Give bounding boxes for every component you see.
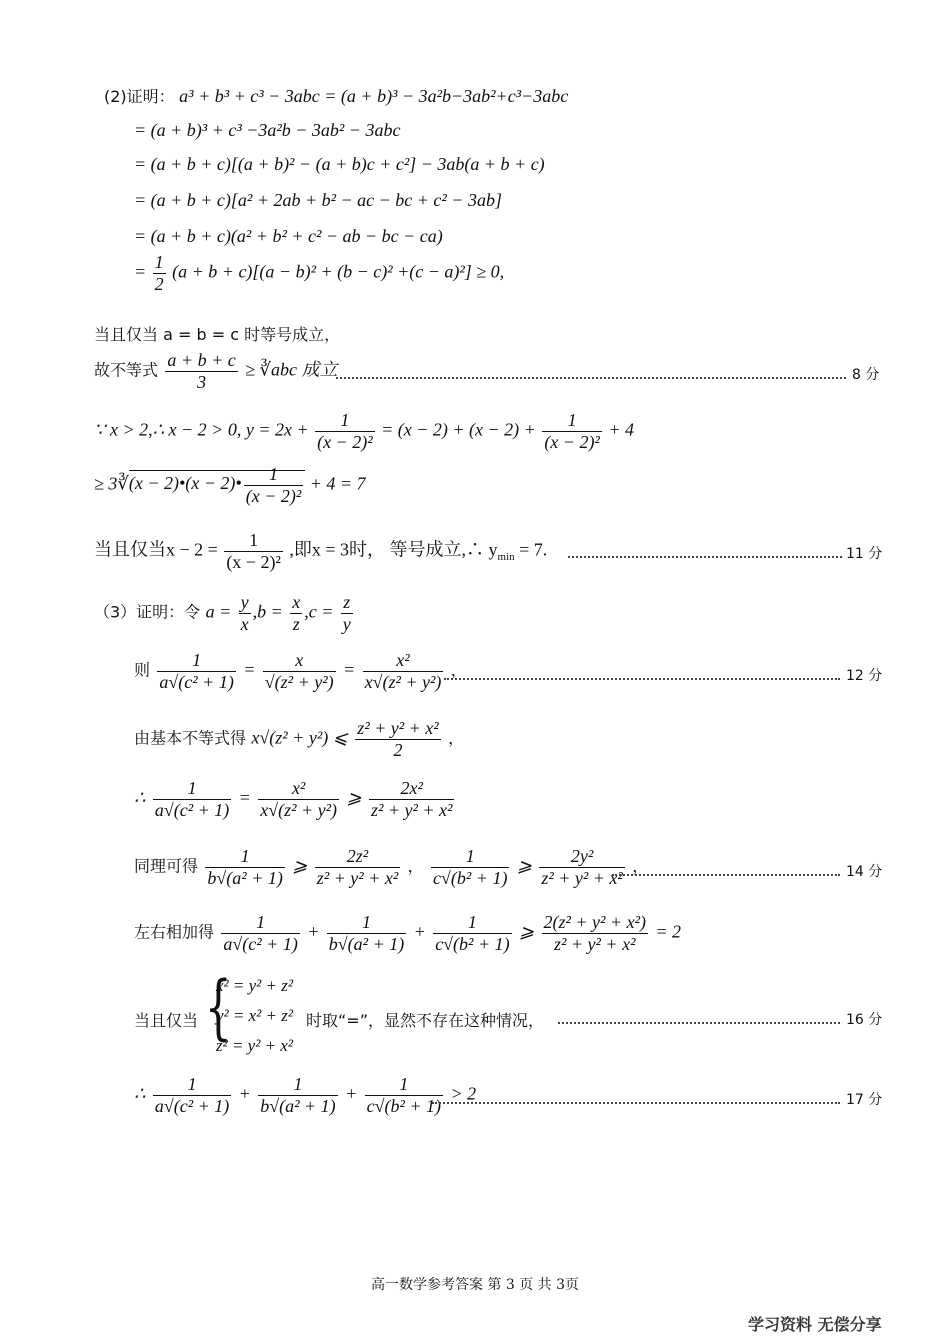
frac-num: a + b + c [167,350,236,370]
frac-num: z [341,592,353,614]
eq-sign: = [238,787,251,808]
dotted-leader [612,874,840,876]
frac-den: b√(a² + 1) [260,1095,336,1116]
x-plus4: + 4 [608,419,634,440]
x-frac-2 [542,410,602,452]
frac-den: x [240,613,249,634]
part2-eq3: = (a + b + c)[(a + b)² − (a + b)c + c²] − 3ab(a + b + c) [134,154,545,174]
final-frac3 [365,1074,443,1116]
part3-sub-line [94,592,950,634]
plus-sign: + [238,1083,251,1104]
amgm-inner: (x − 2)•(x − 2)• [128,473,242,494]
add-frac2 [327,912,406,954]
dotted-leader [568,556,842,558]
similar-frac1 [205,846,284,888]
frac-num: 1 [433,912,511,934]
part2-x-line [94,410,950,452]
frac-num: 1 [327,912,406,934]
similar-frac3 [431,846,509,888]
frac-den: a√(c² + 1) [154,799,230,820]
geq-sign: ⩾ [292,855,308,876]
comma: ， [450,660,467,680]
frac-den: z² + y² + x² [370,799,453,820]
therefore-sign: ∴ [134,787,146,808]
sub-c-frac [341,592,353,634]
therefore-frac3 [369,778,454,820]
x-frac-1 [315,410,375,452]
amgm-tail: + 4 = 7 [309,473,366,494]
part3-similar [134,846,950,888]
frac-num: 1 [315,410,375,432]
part2-amgm [94,464,950,506]
basic-prefix: 由基本不等式得 [134,728,247,748]
part2-ineq-rest: ≥ ∛abc 成立 [245,359,338,380]
system-eq-1: x² = y² + z² [216,976,293,995]
frac-den: c√(b² + 1) [435,933,510,954]
part2-eq6-half [153,252,166,294]
frac-num: 1 [153,1074,231,1096]
frac-num: 1 [157,650,235,672]
score-11: 11 分 [846,546,883,562]
basic-lhs: x√(z² + y²) ⩽ [251,727,348,748]
then-label: 则 [134,660,151,680]
eqcase-end: = 7. [519,539,548,560]
comma: ， [448,728,465,748]
frac-num: 2z² [315,846,400,868]
frac-den: x√(z² + y²) [364,671,442,692]
system-brace: { [204,966,232,1048]
frac-num: x² [258,778,339,800]
geq-sign: ⩾ [516,855,532,876]
page-footer: 高一数学参考答案 第 3 页 共 3页 [370,1277,580,1293]
frac-den: 2 [154,273,164,294]
part3-add [134,912,950,954]
frac-den: a√(c² + 1) [154,1095,230,1116]
therefore-frac2 [258,778,339,820]
frac-num: x² [363,650,444,672]
frac-num: x [292,592,301,612]
eqcase-suffix: 时取“=”，显然不存在这种情况， [306,1011,544,1030]
amgm-prefix: ≥ 3∛ [94,473,129,494]
comma: ， [407,856,424,876]
part2-eqcase [94,530,950,572]
eqcase-prefix: 当且仅当 [134,1011,199,1030]
frac-den: z² + y² + x² [541,867,623,888]
part3-therefore [134,778,950,820]
sub-a-frac [239,592,251,634]
part2-eq5: = (a + b + c)(a² + b² + c² − ab − bc − ca) [134,226,443,246]
part3-final [134,1074,950,1116]
frac-num: 1 [542,410,602,432]
frac-den: z² + y² + x² [316,867,399,888]
part2-ineq-frac [165,350,237,392]
part2-eq6-lead: = [134,261,147,282]
similar-prefix: 同理可得 [134,856,199,876]
geq-sign: ⩾ [346,787,362,808]
add-prefix: 左右相加得 [134,922,215,942]
eq-sign: = [243,659,256,680]
frac-num: x [263,650,336,672]
frac-den: a√(c² + 1) [159,671,234,692]
frac-num: 1 [431,846,509,868]
part2-eq2: = (a + b)³ + c³ −3a²b − 3ab² − 3abc [134,120,401,140]
add-frac3 [433,912,511,954]
system-eq-3: z² = y² + x² [216,1036,293,1055]
frac-den: z [292,613,300,634]
frac-den: x√(z² + y²) [260,799,338,820]
final-frac2 [258,1074,337,1116]
frac-den: a√(c² + 1) [223,933,298,954]
sub-b-frac [290,592,302,634]
sub-c: ,c = [304,601,334,622]
part2-ineq-prefix: 故不等式 [94,360,159,380]
part2-label: (2)证明： [104,87,175,106]
frac-num: z² + y² + x² [357,718,439,738]
frac-den: (x − 2)² [317,431,373,452]
frac-num: 2y² [539,846,624,868]
frac-den: b√(a² + 1) [328,933,405,954]
comma: ， [632,856,649,876]
dotted-leader [432,1102,840,1104]
watermark: 学习资料 无偿分享 [748,1315,882,1334]
geq-sign: ⩾ [519,921,535,942]
frac-num: 2x² [369,778,454,800]
part3-then [134,650,950,692]
therefore-frac1 [153,778,231,820]
amgm-radicand [128,464,305,506]
final-frac1 [153,1074,231,1116]
part2-equality: 当且仅当 a = b = c 时等号成立， [94,325,341,344]
frac-den: 2 [393,739,403,760]
basic-frac [355,718,440,760]
dotted-leader [558,1022,840,1024]
part2-ineq [94,350,950,392]
eq-sign: = [343,659,356,680]
x-cond: ∵ x > 2,∴ x − 2 > 0, y = 2x + [94,419,309,440]
frac-den: b√(a² + 1) [207,867,283,888]
x-mid: = (x − 2) + (x − 2) + [381,419,536,440]
part2-eq6-rest: (a + b + c)[(a − b)² + (b − c)² +(c − a)²] ≥ 0, [172,261,505,282]
frac-den: c√(b² + 1) [366,1095,442,1116]
then-frac1 [157,650,235,692]
frac-den: √(z² + y²) [264,671,334,692]
sub-b: ,b = [252,601,283,622]
frac-num: 1 [244,464,304,486]
score-17: 17 分 [846,1092,883,1108]
add-eq2: = 2 [655,921,682,942]
plus-sign: + [413,921,426,942]
eqcase-prefix: 当且仅当x − 2 = [94,539,218,560]
frac-num: 1 [365,1074,443,1096]
eqcase-sub: min [497,550,515,563]
amgm-frac [244,464,304,506]
part2-eq6 [134,252,950,294]
score-8: 8 分 [852,367,880,383]
frac-den: (x − 2)² [245,485,302,506]
then-frac3 [363,650,444,692]
add-frac4 [542,912,648,954]
final-end: > 2 [450,1083,477,1104]
dotted-leader [336,377,846,379]
sub-a: a = [205,601,232,622]
part2-eq1 [104,84,950,107]
frac-num: 1 [205,846,284,868]
frac-num: 2(z² + y² + x²) [543,912,646,932]
similar-frac2 [315,846,400,888]
part3-basic [134,718,950,760]
frac-num: 1 [258,1074,337,1096]
part2-eq1-text: a³ + b³ + c³ − 3abc = (a + b)³ − 3a²b−3ab²+c³−3abc [179,86,569,106]
frac-den: (x − 2)² [226,551,281,572]
part2-eq4: = (a + b + c)[a² + 2ab + b² − ac − bc + c² − 3ab] [134,190,502,210]
frac-num: y [240,592,249,612]
dotted-leader [444,678,840,680]
score-16: 16 分 [846,1012,883,1028]
frac-den: z² + y² + x² [554,933,636,954]
frac-num: 1 [154,252,164,272]
frac-den: (x − 2)² [544,431,600,452]
eqcase-rest: ,即x = 3时， 等号成立,∴ y [289,539,498,560]
add-frac1 [221,912,299,954]
score-14: 14 分 [846,864,883,880]
eqcase-frac [224,530,283,572]
similar-frac4 [539,846,624,888]
frac-den: y [342,613,351,634]
system-eq-2: y² = x² + z² [216,1006,293,1025]
part3-label: （3）证明：令 [94,602,201,622]
frac-den: c√(b² + 1) [433,867,508,888]
frac-num: 1 [221,912,299,934]
therefore-sign: ∴ [134,1083,146,1104]
frac-num: 1 [224,530,283,552]
plus-sign: + [345,1083,358,1104]
score-12: 12 分 [846,668,883,684]
then-frac2 [263,650,336,692]
plus-sign: + [307,921,320,942]
frac-num: 1 [153,778,231,800]
frac-den: 3 [197,371,207,392]
